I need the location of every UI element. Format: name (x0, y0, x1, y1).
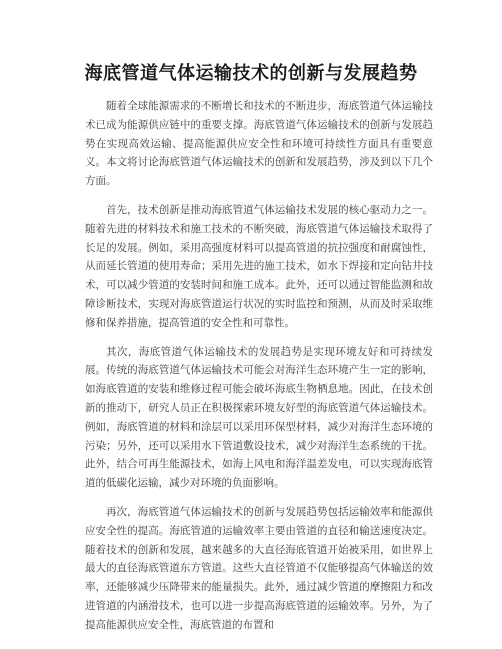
paragraph-3: 其次，海底管道气体运输技术的发展趋势是实现环境友好和可持续发展。传统的海底管道气体运输技术可能会对海洋生态环境产生一定的影响，如海底管道的安装和维修过程可能会破坏海底生物栖息地。因此，在技术创新的推动下，研究人员正在积极探索环境友好型的海底管道气体运输技术。例如，海底管道的材料和涂层可以采用环保型材料，减少对海洋生态环境的污染；另外，还可以采用水下管道敷设技术，减少对海洋生态系统的干扰。此外，结合可再生能源技术，如海上风电和海洋温差发电，可以实现海底管道的低碳化运输，减少对环境的负面影响。 (85, 345, 433, 490)
document-title: 海底管道气体运输技术的创新与发展趋势 (84, 63, 418, 84)
document-body (85, 97, 433, 645)
paragraph-2: 首先，技术创新是推动海底管道气体运输技术发展的核心驱动力之一。随着先进的材料技术和施工技术的不断突破，海底管道气体运输技术取得了长足的发展。例如，采用高强度材料可以提高管道的抗拉强度和耐腐蚀性，从而延长管道的使用寿命；采用先进的施工技术，如水下焊接和定向钻井技术，可以减少管道的安装时间和施工成本。此外，还可以通过智能监测和故障诊断技术，实现对海底管道运行状况的实时监控和预测，从而及时采取维修和保养措施，提高管道的安全性和可靠性。 (85, 203, 433, 329)
paragraph-1: 随着全球能源需求的不断增长和技术的不断进步，海底管道气体运输技术已成为能源供应链中的重要支撑。海底管道气体运输技术的创新与发展趋势在实现高效运输、提高能源供应安全性和环境可持续性方面具有重要意义。本文将讨论海底管道气体运输技术的创新和发展趋势，涉及到以下几个方面。 (85, 100, 433, 188)
paragraph-4: 再次，海底管道气体运输技术的创新与发展趋势包括运输效率和能源供应安全性的提高。海底管道的运输效率主要由管道的直径和输送速度决定。随着技术的创新和发展，越来越多的大直径海底管道开始被采用，如世界上最大的直径海底管道东方管道。这些大直径管道不仅能够提高气体输送的效率，还能够减少压降带来的能量损失。此外，通过减少管道的摩擦阻力和改进管道的内涵滑技术，也可以进一步提高海底管道的运输效率。另外，为了提高能源供应安全性，海底管道的布置和 (85, 505, 433, 631)
